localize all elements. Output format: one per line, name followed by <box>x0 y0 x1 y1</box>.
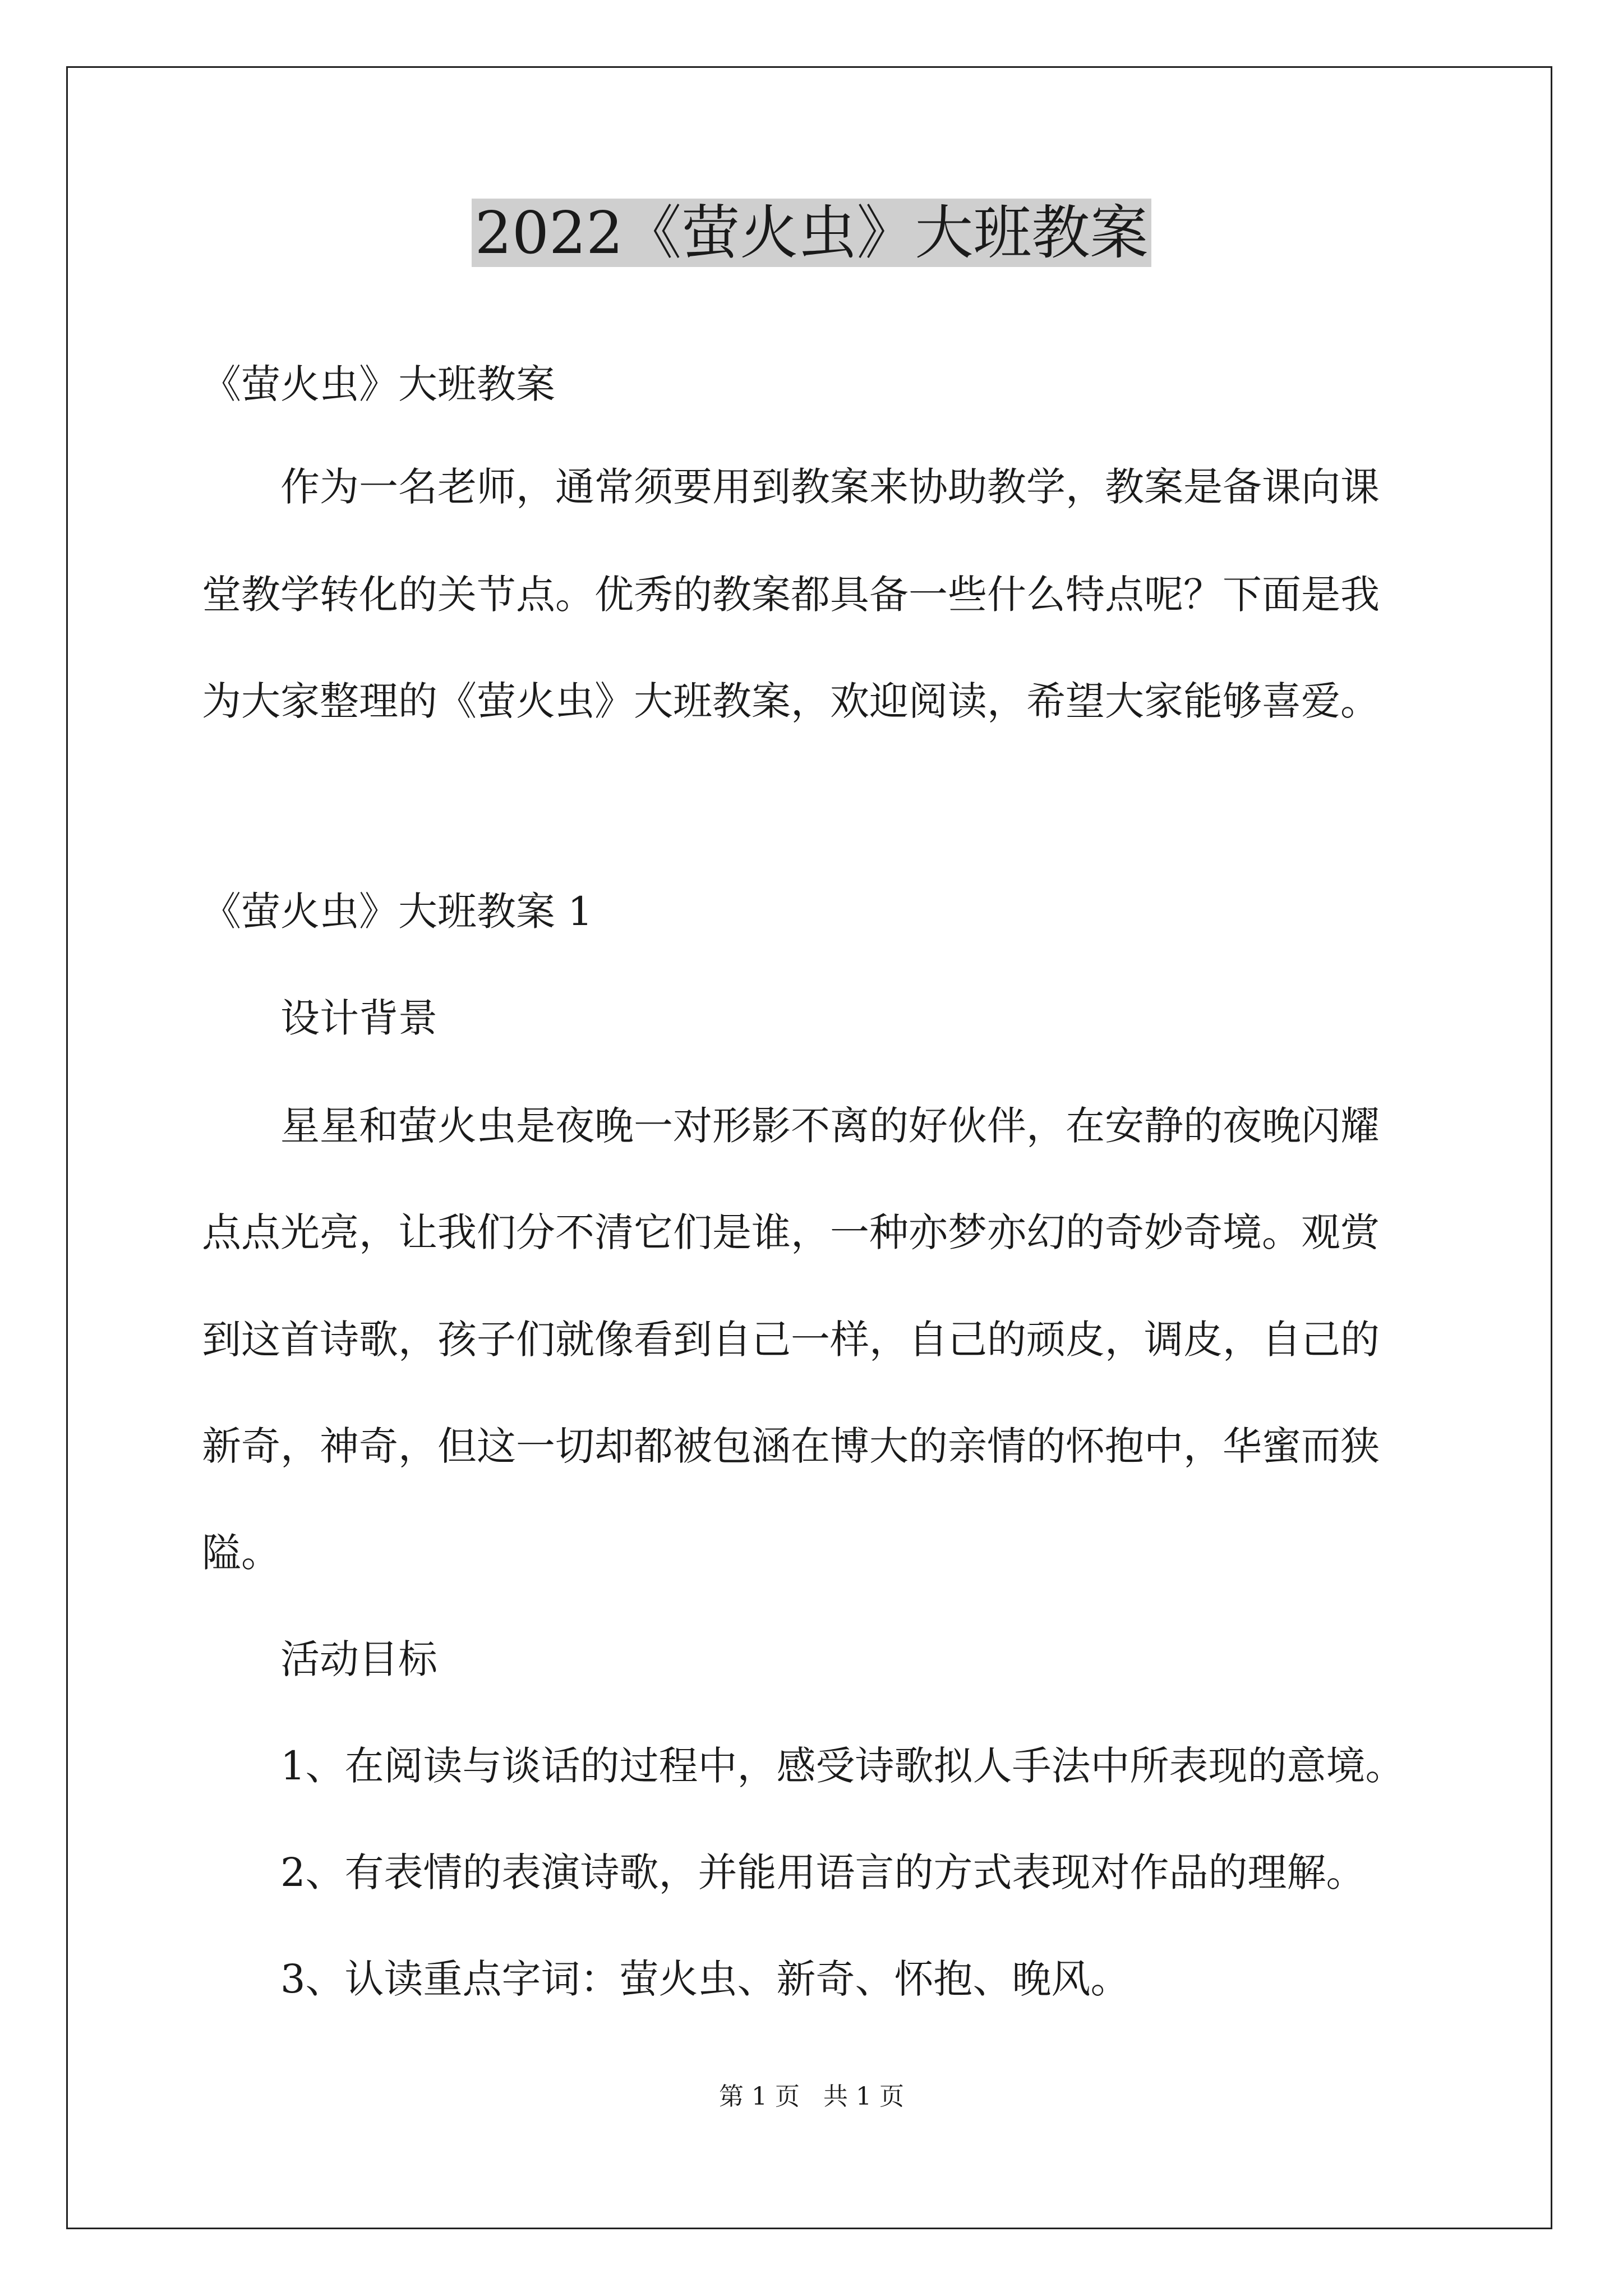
section-heading: 《萤火虫》大班教案 1 <box>202 889 593 935</box>
design-background-heading: 设计背景 <box>280 995 437 1041</box>
page-footer: 第 1 页 共 1 页 <box>719 2082 904 2111</box>
intro-paragraph-line-2: 堂教学转化的关节点。优秀的教案都具备一些什么特点呢？下面是我 <box>202 572 1380 618</box>
intro-paragraph-line-3: 为大家整理的《萤火虫》大班教案，欢迎阅读，希望大家能够喜爱。 <box>202 678 1380 724</box>
activity-goals-heading: 活动目标 <box>280 1636 437 1682</box>
goal-item-1: 1、在阅读与谈话的过程中，感受诗歌拟人手法中所表现的意境。 <box>280 1743 1405 1789</box>
intro-paragraph-line-1: 作为一名老师，通常须要用到教案来协助教学，教案是备课向课 <box>280 464 1380 510</box>
background-paragraph-line-5: 隘。 <box>202 1530 280 1576</box>
background-paragraph-line-4: 新奇，神奇，但这一切却都被包涵在博大的亲情的怀抱中，华蜜而狭 <box>202 1423 1380 1469</box>
background-paragraph-line-3: 到这首诗歌，孩子们就像看到自己一样，自己的顽皮，调皮，自己的 <box>202 1317 1380 1363</box>
background-paragraph-line-1: 星星和萤火虫是夜晚一对形影不离的好伙伴，在安静的夜晚闪耀 <box>280 1103 1380 1149</box>
background-paragraph-line-2: 点点光亮，让我们分不清它们是谁，一种亦梦亦幻的奇妙奇境。观赏 <box>202 1209 1380 1255</box>
goal-item-2: 2、有表情的表演诗歌，并能用语言的方式表现对作品的理解。 <box>280 1849 1366 1895</box>
goal-item-3: 3、认读重点字词：萤火虫、新奇、怀抱、晚风。 <box>280 1956 1130 2002</box>
subtitle-line: 《萤火虫》大班教案 <box>202 361 555 407</box>
document-title <box>0 194 1623 272</box>
document-title-text: 2022《萤火虫》大班教案 <box>472 199 1152 267</box>
